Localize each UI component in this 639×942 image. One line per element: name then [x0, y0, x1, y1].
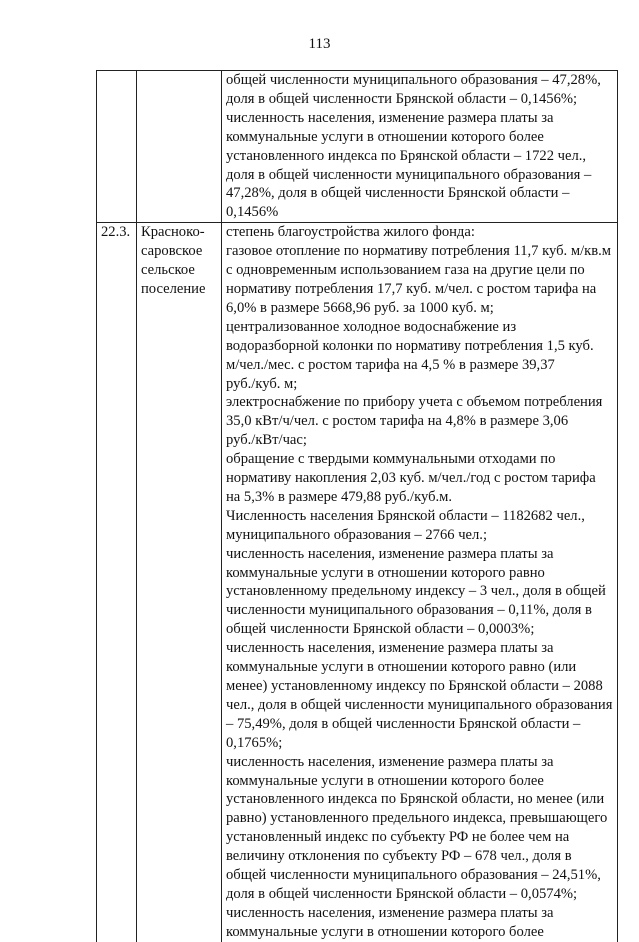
text-line: общей численности муниципального образования – 24,51%, — [226, 867, 601, 884]
text-line: с одновременным использованием газа на другие цели по — [226, 262, 585, 279]
text-line: коммунальные услуги в отношении которого равно (или — [226, 659, 577, 676]
text-line: на 5,3% в размере 479,88 руб./куб.м. — [226, 488, 453, 505]
text-line: электроснабжение по прибору учета с объемом потребления — [226, 394, 603, 411]
row-number-cell — [97, 71, 137, 223]
text-line: – 75,49%, доля в общей численности Брянской области – — [226, 715, 581, 732]
text-line: муниципального образования – 2766 чел.; — [226, 526, 488, 543]
text-line: численность населения, изменение размера платы за — [226, 753, 554, 770]
table-row — [97, 223, 618, 942]
text-line: централизованное холодное водоснабжение из — [226, 318, 517, 335]
text-line: коммунальные услуги в отношении которого более — [226, 772, 544, 789]
text-line: обращение с твердыми коммунальными отходами по — [226, 451, 556, 468]
name-line: сельское — [141, 262, 195, 279]
text-line: руб./куб. м; — [226, 375, 298, 392]
text-line: доля в общей численности Брянской области – 0,0574%; — [226, 885, 578, 902]
text-line: численность населения, изменение размера платы за — [226, 109, 554, 126]
text-line: 6,0% в размере 5668,96 руб. за 1000 куб. м; — [226, 299, 494, 316]
text-line: менее) установленному индексу по Брянской области – 2088 — [226, 678, 603, 694]
text-line: нормативу потребления 17,7 куб. м/чел. с ростом тарифа на — [226, 280, 597, 297]
name-line: саровское — [141, 243, 203, 260]
text-line: доля в общей численности Брянской области – 0,1456%; — [226, 90, 578, 107]
name-line: Красноко- — [141, 224, 205, 241]
text-line: коммунальные услуги в отношении которого равно — [226, 564, 545, 581]
text-line: равно) установленного предельного индекса, превышающего — [226, 810, 608, 827]
description-cell — [222, 71, 618, 223]
text-line: коммунальные услуги в отношении которого более — [226, 128, 544, 145]
text-line: 47,28%, доля в общей численности Брянской области – — [226, 185, 570, 202]
text-line: газовое отопление по нормативу потребления 11,7 куб. м/кв.м — [226, 243, 611, 260]
text-line: 0,1456% — [226, 204, 279, 221]
text-line: установленного индекса по Брянской области – 1722 чел., — [226, 147, 587, 164]
text-line: установленного индекса по Брянской области, но менее (или — [226, 791, 605, 808]
text-line: установленному предельному индексу – 3 чел., доля в общей — [226, 583, 606, 600]
text-line: доля в общей численности муниципального образования – — [226, 166, 592, 183]
text-line: численность населения, изменение размера платы за — [226, 904, 554, 921]
text-line: численность населения, изменение размера платы за — [226, 640, 554, 657]
description-cell — [222, 223, 618, 942]
text-line: коммунальные услуги в отношении которого более — [226, 923, 544, 940]
text-line: установленный индекс по субъекту РФ не более чем на — [226, 829, 570, 846]
text-line: водоразборной колонки по нормативу потребления 1,5 куб. — [226, 337, 594, 354]
text-line: чел., доля в общей численности муниципального образования — [226, 696, 613, 713]
page-number: 113 — [308, 36, 331, 52]
text-line: общей численности Брянской области – 0,0003%; — [226, 621, 535, 638]
text-line: общей численности муниципального образования – 47,28%, — [226, 72, 601, 88]
text-line: Численность населения Брянской области – 1182682 чел., — [226, 507, 585, 524]
text-line: м/чел./мес. с ростом тарифа на 4,5 % в размере 39,37 — [226, 356, 555, 373]
text-line: степень благоустройства жилого фонда: — [226, 224, 475, 241]
text-line: численность населения, изменение размера платы за — [226, 545, 554, 562]
municipality-name-cell — [137, 71, 222, 223]
municipality-name-cell — [137, 223, 222, 942]
table-row — [97, 71, 618, 223]
text-line: 0,1765%; — [226, 734, 283, 751]
row-number-cell: 22.3. — [97, 223, 137, 942]
text-line: нормативу накопления 2,03 куб. м/чел./год с ростом тарифа — [226, 470, 596, 487]
text-line: численности муниципального образования – 0,11%, доля в — [226, 602, 592, 619]
document-table — [96, 70, 618, 942]
text-line: величину отклонения по субъекту РФ – 678 чел., доля в — [226, 848, 572, 865]
text-line: руб./кВт/час; — [226, 432, 307, 449]
name-line: поселение — [141, 280, 206, 297]
text-line: 35,0 кВт/ч/чел. с ростом тарифа на 4,8% в размере 3,06 — [226, 413, 569, 430]
